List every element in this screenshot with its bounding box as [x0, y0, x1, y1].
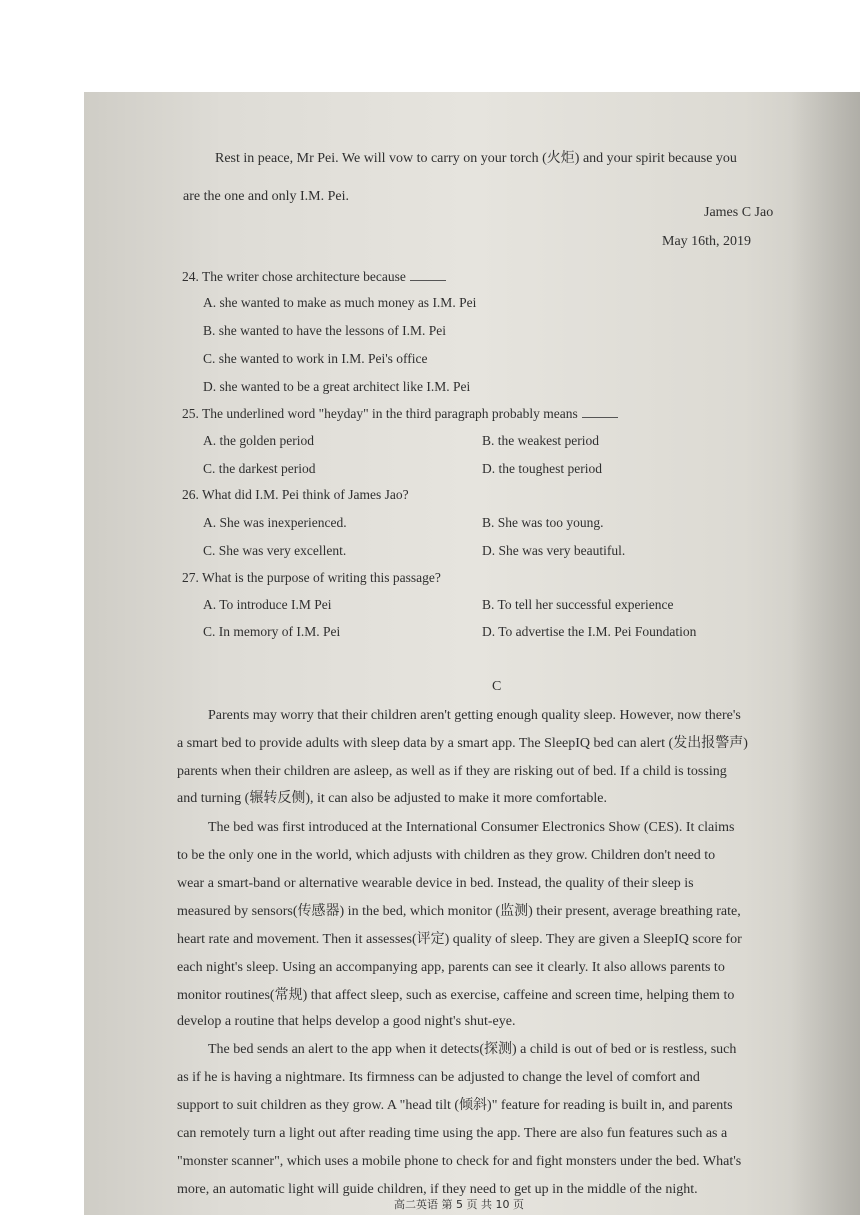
question-stem: 25. The underlined word "heyday" in the third paragraph probably means — [182, 405, 618, 423]
answer-option: C. she wanted to work in I.M. Pei's office — [203, 351, 428, 366]
answer-option: D. the toughest period — [482, 461, 602, 476]
question-stem: 26. What did I.M. Pei think of James Jao? — [182, 487, 409, 502]
answer-blank — [582, 417, 618, 418]
answer-option: A. she wanted to make as much money as I.M. Pei — [203, 295, 477, 310]
question-stem: 24. The writer chose architecture because — [182, 268, 446, 286]
passage-line: more, an automatic light will guide children, if they need to get up in the middle of the night. — [177, 1182, 698, 1197]
passage-line: Parents may worry that their children aren't getting enough quality sleep. However, now there's — [208, 708, 741, 723]
answer-option: C. She was very excellent. — [203, 543, 347, 558]
passage-line: wear a smart-band or alternative wearable device in bed. Instead, the quality of their sleep is — [177, 876, 694, 891]
letter-closing-line: Rest in peace, Mr Pei. We will vow to carry on your torch (火炬) and your spirit because you — [215, 151, 737, 166]
answer-option: A. To introduce I.M Pei — [203, 597, 332, 612]
answer-option: A. the golden period — [203, 433, 314, 448]
passage-line: develop a routine that helps develop a good night's shut-eye. — [177, 1014, 516, 1029]
answer-option: A. She was inexperienced. — [203, 515, 347, 530]
passage-line: can remotely turn a light out after reading time using the app. There are also fun features such as a — [177, 1126, 728, 1141]
passage-line: monitor routines(常规) that affect sleep, such as exercise, caffeine and screen time, helping them to — [177, 988, 735, 1003]
passage-line: heart rate and movement. Then it assesses(评定) quality of sleep. They are given a SleepIQ score for — [177, 932, 742, 947]
passage-line: The bed sends an alert to the app when it detects(探测) a child is out of bed or is restless, such — [208, 1042, 737, 1057]
letter-closing-line: are the one and only I.M. Pei. — [183, 189, 350, 204]
passage-line: The bed was first introduced at the International Consumer Electronics Show (CES). It claims — [208, 820, 735, 835]
answer-option: B. She was too young. — [482, 515, 604, 530]
passage-line: a smart bed to provide adults with sleep data by a smart app. The SleepIQ bed can alert (发出报警声) — [177, 736, 748, 751]
signature-name: James C Jao — [704, 205, 774, 220]
answer-option: B. the weakest period — [482, 433, 599, 448]
answer-option: D. She was very beautiful. — [482, 543, 626, 558]
passage-line: parents when their children are asleep, as well as if they are risking out of bed. If a child is tossing — [177, 764, 727, 779]
answer-option: D. she wanted to be a great architect like I.M. Pei — [203, 379, 471, 394]
answer-option: B. she wanted to have the lessons of I.M. Pei — [203, 323, 446, 338]
signature-date: May 16th, 2019 — [662, 234, 752, 249]
passage-line: to be the only one in the world, which adjusts with children as they grow. Children don't need to — [177, 848, 716, 863]
answer-option: C. the darkest period — [203, 461, 316, 476]
section-heading: C — [492, 679, 502, 694]
answer-option: C. In memory of I.M. Pei — [203, 624, 341, 639]
answer-blank — [410, 280, 446, 281]
answer-option: D. To advertise the I.M. Pei Foundation — [482, 624, 697, 639]
passage-line: each night's sleep. Using an accompanying app, parents can see it clearly. It also allows parents to — [177, 960, 725, 975]
page-footer: 高二英语 第 5 页 共 10 页 — [394, 1198, 524, 1211]
passage-line: "monster scanner", which uses a mobile phone to check for and fight monsters under the bed. What's — [177, 1154, 742, 1169]
question-stem: 27. What is the purpose of writing this passage? — [182, 570, 441, 585]
answer-option: B. To tell her successful experience — [482, 597, 674, 612]
passage-line: support to suit children as they grow. A "head tilt (倾斜)" feature for reading is built in, and parents — [177, 1098, 733, 1113]
passage-line: as if he is having a nightmare. Its firmness can be adjusted to change the level of comfort and — [177, 1070, 700, 1085]
exam-page — [84, 92, 860, 1215]
passage-line: measured by sensors(传感器) in the bed, which monitor (监测) their present, average breathing rate, — [177, 904, 741, 919]
passage-line: and turning (辗转反侧), it can also be adjusted to make it more comfortable. — [177, 791, 607, 806]
